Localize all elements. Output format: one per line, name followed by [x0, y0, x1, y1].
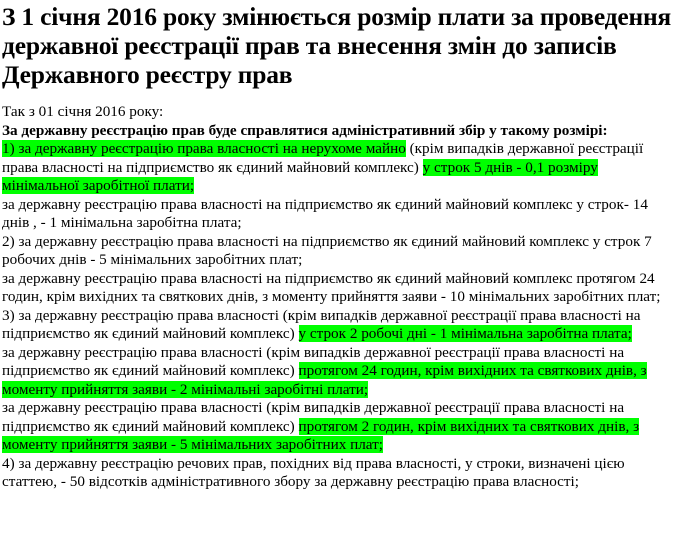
fee-text: за державну реєстрацію права власності (крім випадків державної реєстрації права власності на підприємство як єдиний майновий комплекс): [2, 343, 625, 379]
fee-text: за державну реєстрацію права власності на підприємство як єдиний майновий комплекс у строк- 14 днів , - 1 мінімальна заробітна плата;: [2, 195, 648, 231]
fee-text: за державну реєстрацію права власності (крім випадків державної реєстрації права власності на підприємство як єдиний майновий комплекс): [2, 399, 625, 435]
fee-text-highlighted: у строк 5 днів - 0,1 розміру мінімальної заробітної плати;: [2, 158, 598, 194]
fee-text-highlighted: протягом 2 годин, крім вихідних та святкових днів, з моменту прийняття заяви - 5 мінімальних заробітних плат;: [2, 417, 640, 453]
fee-paragraph-7: [2, 399, 677, 455]
fee-text: 2) за державну реєстрацію права власності на підприємство як єдиний майновий комплекс у строк 7 робочих днів - 5 мінімальних заробітних плат;: [2, 232, 652, 268]
fee-paragraph-6: [2, 344, 677, 400]
fee-text: за державну реєстрацію права власності на підприємство як єдиний майновий комплекс протягом 24 годин, крім вихідних та святкових днів, з моменту прийняття заяви - 10 мінімальних заробітних плат;: [2, 269, 661, 305]
fee-paragraph-3: [2, 233, 677, 270]
fee-text: (крім випадків державної реєстрації права власності на підприємство як єдиний майновий комплекс): [2, 140, 644, 176]
fee-paragraph-4: [2, 270, 677, 307]
fee-paragraph-2: [2, 196, 677, 233]
article: [0, 2, 677, 492]
lead-bold-text: За державну реєстрацію прав буде справлятися адміністративний збір у такому розмірі:: [2, 121, 608, 139]
article-title: З 1 січня 2016 року змінюється розмір плати за проведення державної реєстрації прав та внесення змін до записів Державного реєстру прав: [2, 2, 672, 89]
intro-text: Так з 01 січня 2016 року:: [2, 103, 164, 120]
fee-text-highlighted: 1) за державну реєстрацію права власності на нерухоме майно: [2, 140, 406, 157]
fee-text: 4) за державну реєстрацію речових прав, похідних від права власності, у строки, визначені цією статтею, - 50 відсотків адміністративного збору за державну реєстрацію права власності;: [2, 454, 625, 490]
fee-paragraph-5: [2, 307, 677, 344]
fee-text-highlighted: протягом 24 годин, крім вихідних та святкових днів, з моменту прийняття заяви - 2 мінімальні заробітні плати;: [2, 362, 647, 398]
fee-text: 3) за державну реєстрацію права власності (крім випадків державної реєстрації права власності на підприємство як єдиний майновий комплекс): [2, 306, 641, 342]
fee-text-highlighted: у строк 2 робочі дні - 1 мінімальна заробітна плата;: [298, 325, 632, 342]
fee-paragraph-1: [2, 140, 677, 196]
fee-paragraph-8: [2, 455, 677, 492]
